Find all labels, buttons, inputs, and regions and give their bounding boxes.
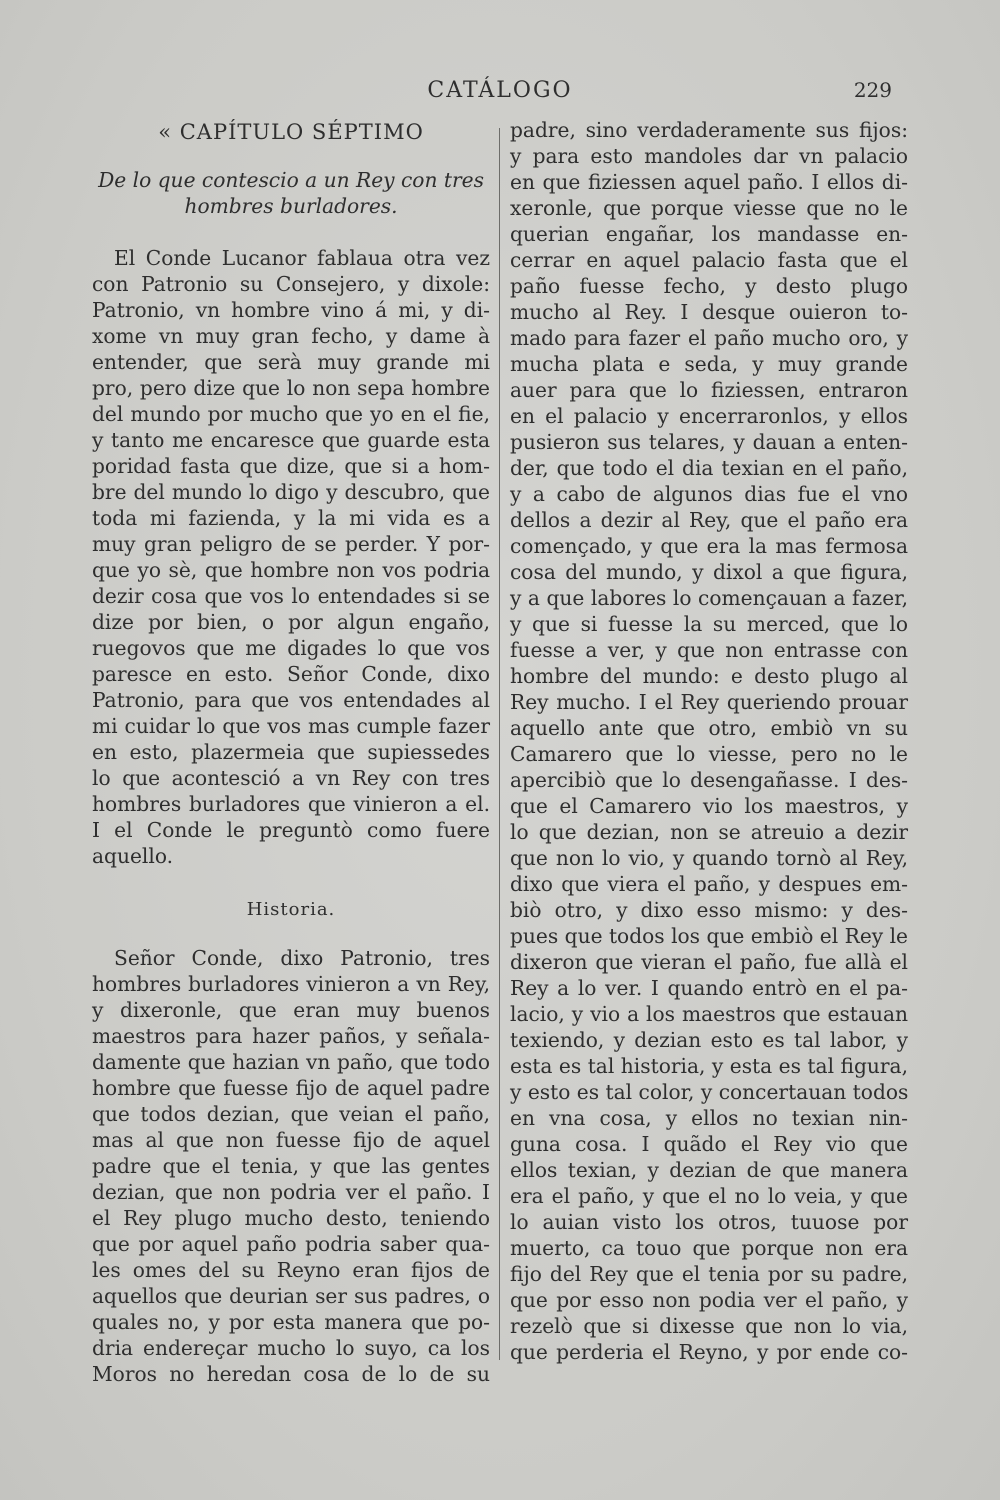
- text-line: fuesse a ver, y que non entrasse con: [510, 638, 908, 662]
- text-line: y tanto me encaresce que guarde esta: [92, 428, 490, 452]
- text-line: hombre del mundo: e desto plugo al: [510, 664, 908, 688]
- chapter-subtitle: [92, 167, 490, 219]
- text-line: muerto, ca touo que porque non era: [510, 1236, 908, 1260]
- text-line: lacio, y vio a los maestros que estauan: [510, 1002, 908, 1026]
- text-line: del mundo por mucho que yo en el fie,: [92, 402, 490, 426]
- text-line: apercibiò que lo desengañasse. I des-: [510, 768, 908, 792]
- text-line: començado, y que era la mas fermosa: [510, 534, 908, 558]
- text-line: mado para fazer el paño mucho oro, y: [510, 326, 908, 350]
- text-line: cosa del mundo, y dixol a que figura,: [510, 560, 908, 584]
- text-line: dixeron que vieran el paño, fue allà el: [510, 950, 908, 974]
- text-line: con Patronio su Consejero, y dixole:: [92, 272, 490, 296]
- text-line: Moros no heredan cosa de lo de su: [92, 1362, 490, 1386]
- paragraph-historia-continued: [510, 117, 908, 1365]
- text-line: I el Conde le preguntò como fuere: [92, 818, 490, 842]
- text-line: el Rey plugo mucho desto, teniendo: [92, 1206, 490, 1230]
- text-line: Camarero que lo viesse, pero no le: [510, 742, 908, 766]
- text-line: mi cuidar lo que vos mas cumple fazer: [92, 714, 490, 738]
- text-line: pro, pero dize que lo non sepa hombre: [92, 376, 490, 400]
- text-line: quales no, y por esta manera que po-: [92, 1310, 490, 1334]
- text-line: y dixeronle, que eran muy buenos: [92, 998, 490, 1022]
- text-line: hombres burladores que vinieron a el.: [92, 792, 490, 816]
- text-line: dezir cosa que vos lo entendades si se: [92, 584, 490, 608]
- text-line: El Conde Lucanor fablaua otra vez: [114, 246, 490, 270]
- text-line: biò otro, y dixo esso mismo: y des-: [510, 898, 908, 922]
- text-line: xome vn muy gran fecho, y dame à: [92, 324, 490, 348]
- text-line: paresce en esto. Señor Conde, dixo: [92, 662, 490, 686]
- text-line: ruegovos que me digades lo que vos: [92, 636, 490, 660]
- text-line: der, que todo el dia texian en el paño,: [510, 456, 908, 480]
- text-line: en esto, plazermeia que supiessedes: [92, 740, 490, 764]
- right-column: [510, 117, 908, 1365]
- text-line: pues que todos los que embiò el Rey le: [510, 924, 908, 948]
- text-line: y a que labores lo començauan a fazer,: [510, 586, 908, 610]
- text-line: que yo sè, que hombre non vos podria: [92, 558, 490, 582]
- text-line: dixo que viera el paño, y despues em-: [510, 872, 908, 896]
- text-line: mucho al Rey. I desque ouieron to-: [510, 300, 908, 324]
- text-line: dellos a dezir al Rey, que el paño era: [510, 508, 908, 532]
- text-line: y a cabo de algunos dias fue el vno: [510, 482, 908, 506]
- text-line: xeronle, que porque viesse que no le: [510, 196, 908, 220]
- text-line: padre que el tenia, y que las gentes: [92, 1154, 490, 1178]
- running-title: CATÁLOGO: [427, 78, 573, 103]
- text-line: mas al que non fuesse fijo de aquel: [92, 1128, 490, 1152]
- text-line: bre del mundo lo digo y descubro, que: [92, 480, 490, 504]
- text-line: era el paño, y que el no lo veia, y que: [510, 1184, 908, 1208]
- text-line: querian engañar, los mandasse en-: [510, 222, 908, 246]
- text-line: pusieron sus telares, y dauan a enten-: [510, 430, 908, 454]
- text-line: en vna cosa, y ellos no texian nin-: [510, 1106, 908, 1130]
- chapter-title: « CAPÍTULO SÉPTIMO: [158, 120, 424, 144]
- text-line: y para esto mandoles dar vn palacio: [510, 144, 908, 168]
- text-line: Rey mucho. I el Rey queriendo prouar: [510, 690, 908, 714]
- text-line: dezian, que non podria ver el paño. I: [92, 1180, 490, 1204]
- text-line: Patronio, para que vos entendades al: [92, 688, 490, 712]
- running-head: [0, 78, 1000, 108]
- text-line: que el Camarero vio los maestros, y: [510, 794, 908, 818]
- text-line: paño fuesse fecho, y desto plugo: [510, 274, 908, 298]
- text-line: que por aquel paño podria saber qua-: [92, 1232, 490, 1256]
- text-line: padre, sino verdaderamente sus fijos:: [510, 118, 908, 142]
- text-line: dize por bien, o por algun engaño,: [92, 610, 490, 634]
- text-line: aquello ante que otro, embiò vn su: [510, 716, 908, 740]
- text-line: y esto es tal color, y concertauan todos: [510, 1080, 909, 1104]
- text-line: les omes del su Reyno eran fijos de: [92, 1258, 490, 1282]
- text-line: hombres burladores vinieron a vn Rey,: [92, 972, 490, 996]
- text-line: lo que acontesció a vn Rey con tres: [92, 766, 490, 790]
- column-divider: [499, 128, 500, 1360]
- subtitle-line: De lo que contescio a un Rey con tres: [98, 168, 484, 192]
- text-line: toda mi fazienda, y la mi vida es a: [92, 506, 490, 530]
- text-line: Rey a lo ver. I quando entrò en el pa-: [510, 976, 908, 1000]
- text-line: que por esso non podia ver el paño, y: [510, 1288, 908, 1312]
- text-line: en que fiziessen aquel paño. I ellos di-: [510, 170, 908, 194]
- paragraph-historia: [92, 945, 490, 1387]
- subtitle-line: hombres burladores.: [184, 194, 398, 218]
- text-line: que perderia el Reyno, y por ende co-: [510, 1340, 908, 1364]
- text-line: cerrar en aquel palacio fasta que el: [510, 248, 908, 272]
- text-line: ellos texian, y dezian de que manera: [510, 1158, 908, 1182]
- text-line: maestros para hazer paños, y señala-: [92, 1024, 490, 1048]
- text-line: aquello.: [92, 844, 174, 868]
- text-line: esta es tal historia, y esta es tal figura,: [510, 1054, 908, 1078]
- text-line: hombre que fuesse fijo de aquel padre: [92, 1076, 490, 1100]
- text-line: texiendo, y dezian esto es tal labor, y: [510, 1028, 908, 1052]
- left-column: [92, 117, 490, 1387]
- text-line: mucha plata e seda, y muy grande: [510, 352, 908, 376]
- text-line: y que si fuesse la su merced, que lo: [510, 612, 908, 636]
- text-line: aquellos que deurian ser sus padres, o: [92, 1284, 490, 1308]
- text-line: fijo del Rey que el tenia por su padre,: [510, 1262, 908, 1286]
- text-line: lo que dezian, non se atreuio a dezir: [510, 820, 908, 844]
- page-number: 229: [853, 78, 892, 102]
- text-line: que todos dezian, que veian el paño,: [92, 1102, 490, 1126]
- text-line: damente que hazian vn paño, que todo: [92, 1050, 490, 1074]
- section-heading: Historia.: [246, 899, 336, 920]
- text-line: Señor Conde, dixo Patronio, tres: [114, 946, 490, 970]
- text-line: muy gran peligro de se perder. Y por-: [92, 532, 490, 556]
- text-line: entender, que serà muy grande mi: [92, 350, 490, 374]
- text-line: dria endereçar mucho lo suyo, ca los: [92, 1336, 490, 1360]
- text-line: rezelò que si dixesse que non lo via,: [510, 1314, 908, 1338]
- text-line: guna cosa. I quãdo el Rey vio que: [510, 1132, 908, 1156]
- paragraph-intro: [92, 245, 490, 869]
- text-line: poridad fasta que dize, que si a hom-: [92, 454, 490, 478]
- text-line: auer para que lo fiziessen, entraron: [510, 378, 908, 402]
- text-line: Patronio, vn hombre vino á mi, y di-: [92, 298, 490, 322]
- text-line: que non lo vio, y quando tornò al Rey,: [510, 846, 908, 870]
- text-line: en el palacio y encerraronlos, y ellos: [510, 404, 908, 428]
- text-line: lo auian visto los otros, tuuose por: [510, 1210, 908, 1234]
